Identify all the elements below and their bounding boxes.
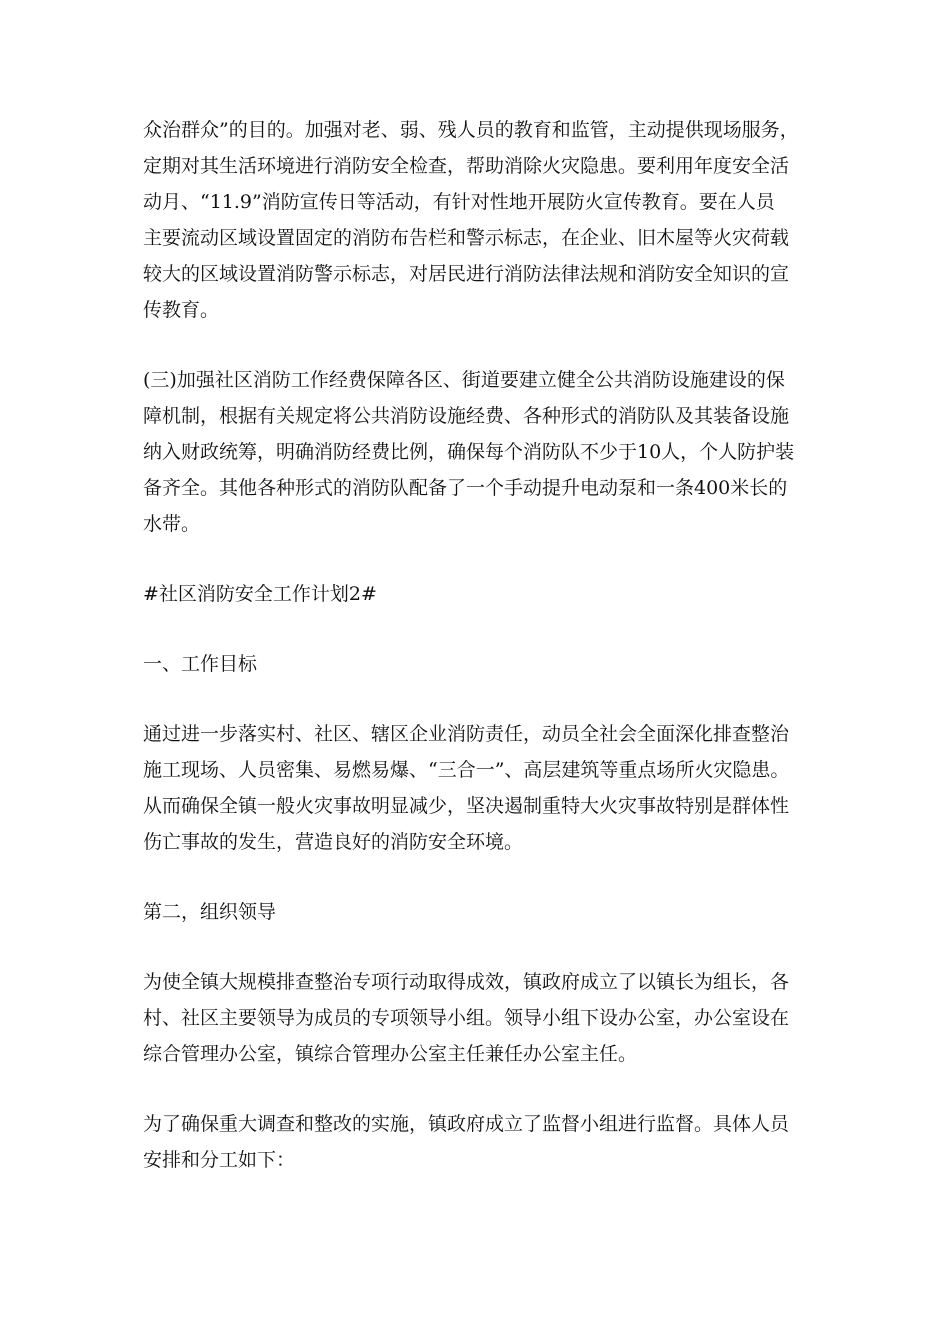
text-line: 通过进一步落实村、社区、辖区企业消防责任，动员全社会全面深化排查整治 xyxy=(143,723,790,745)
text-line: 动月、“11.9”消防宣传日等活动，有针对性地开展防火宣传教育。要在人员 xyxy=(143,191,775,213)
text-line: 水带。 xyxy=(143,513,201,535)
text-line: 安排和分工如下： xyxy=(143,1149,296,1171)
text-line: 伤亡事故的发生，营造良好的消防安全环境。 xyxy=(143,831,524,853)
text-line: 主要流动区域设置固定的消防布告栏和警示标志，在企业、旧木屋等火灾荷载 xyxy=(143,227,790,249)
text-line: 综合管理办公室，镇综合管理办公室主任兼任办公室主任。 xyxy=(143,1043,638,1065)
paragraph-goals xyxy=(143,716,808,860)
text-line: 施工现场、人员密集、易燃易爆、“三合一”、高层建筑等重点场所火灾隐患。 xyxy=(143,759,790,781)
paragraph-leadership-group xyxy=(143,964,808,1072)
text-line: 村、社区主要领导为成员的专项领导小组。领导小组下设办公室，办公室设在 xyxy=(143,1007,790,1029)
section-title-plan-2 xyxy=(143,576,808,612)
text-line: 定期对其生活环境进行消防安全检查，帮助消除火灾隐患。要利用年度安全活 xyxy=(143,155,790,177)
text-line: (三)加强社区消防工作经费保障各区、街道要建立健全公共消防设施建设的保 xyxy=(143,369,785,391)
text-line: #社区消防安全工作计划2# xyxy=(143,583,377,605)
paragraph-funding xyxy=(143,362,808,542)
text-line: 备齐全。其他各种形式的消防队配备了一个手动提升电动泵和一条400米长的 xyxy=(143,477,788,499)
text-line: 第二，组织领导 xyxy=(143,901,277,923)
heading-organization xyxy=(143,894,808,930)
text-line: 传教育。 xyxy=(143,299,220,321)
document-body xyxy=(143,112,808,1212)
text-line: 为使全镇大规模排查整治专项行动取得成效，镇政府成立了以镇长为组长，各 xyxy=(143,971,790,993)
text-line: 障机制，根据有关规定将公共消防设施经费、各种形式的消防队及其装备设施 xyxy=(143,405,790,427)
text-line: 一、工作目标 xyxy=(143,653,258,675)
heading-work-goals xyxy=(143,646,808,682)
text-line: 纳入财政统筹，明确消防经费比例，确保每个消防队不少于10人，个人防护装 xyxy=(143,441,795,463)
text-line: 众治群众”的目的。加强对老、弱、残人员的教育和监管，主动提供现场服务， xyxy=(143,119,799,141)
paragraph-fire-education xyxy=(143,112,808,328)
text-line: 为了确保重大调查和整改的实施，镇政府成立了监督小组进行监督。具体人员 xyxy=(143,1113,790,1135)
text-line: 较大的区域设置消防警示标志，对居民进行消防法律法规和消防安全知识的宣 xyxy=(143,263,790,285)
paragraph-supervision-group xyxy=(143,1106,808,1178)
text-line: 从而确保全镇一般火灾事故明显减少，坚决遏制重特大火灾事故特别是群体性 xyxy=(143,795,790,817)
